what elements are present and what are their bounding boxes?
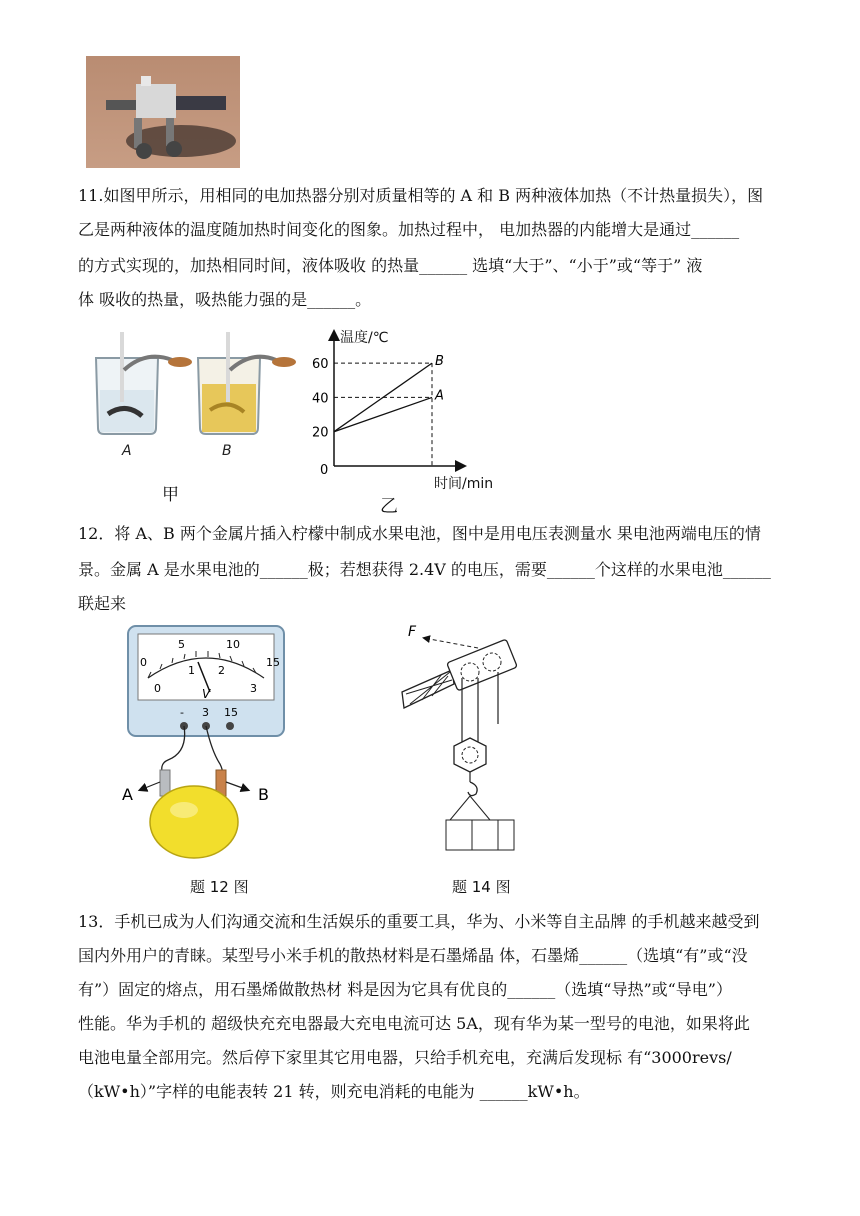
- y-tick-60: 60: [312, 357, 329, 373]
- figure-12-caption: 题 12 图: [190, 878, 249, 896]
- beaker-a-label: A: [122, 443, 132, 459]
- beaker-b-label: B: [222, 443, 232, 459]
- q13-line-2: 国内外用户的青睐。某型号小米手机的散热材料是石墨烯晶 体，石墨烯______（选填“有”或“没: [78, 946, 748, 965]
- x-axis-label: 时间/min: [434, 476, 494, 492]
- bottom-scale-1: 1: [188, 664, 195, 677]
- q13-line-4: 性能。华为手机的 超级快充充电器最大充电电流可达 5A，现有华为某一型号的电池，如果将此: [78, 1014, 750, 1033]
- y-tick-0: 0: [320, 463, 329, 478]
- q12-line-3: 联起来: [78, 594, 127, 613]
- q11-line-3: 的方式实现的，加热相同时间，液体吸收 的热量______ 选填“大于”、“小于”或“等于” 液: [78, 256, 703, 275]
- figure-12-voltmeter-lemon: [118, 622, 308, 862]
- plate-a-label: A: [122, 785, 133, 804]
- q12-line-1: 12．将 A、B 两个金属片插入柠檬中制成水果电池，图中是用电压表测量水 果电池两端电压的情: [78, 524, 761, 543]
- q13-line-1: 13．手机已成为人们沟通交流和生活娱乐的重要工具，华为、小米等自主品牌 的手机越来越受到: [78, 912, 760, 931]
- top-scale-10: 10: [226, 638, 240, 651]
- top-scale-15: 15: [266, 656, 280, 669]
- y-tick-40: 40: [312, 391, 329, 407]
- terminal-15-label: 15: [224, 706, 238, 719]
- figure-jia-beakers: [86, 330, 306, 480]
- y-axis-label: 温度/℃: [340, 330, 389, 346]
- q11-line-1: 11.如图甲所示，用相同的电加热器分别对质量相等的 A 和 B 两种液体加热（不计热量损失），图: [78, 186, 764, 205]
- terminal-3-label: 3: [202, 706, 209, 719]
- q13-line-5: 电池电量全部用完。然后停下家里其它用电器，只给手机充电，充满后发现标 有“3000revs/: [78, 1048, 732, 1067]
- force-label: F: [408, 624, 417, 640]
- top-scale-5: 5: [178, 638, 185, 651]
- bottom-scale-3: 3: [250, 682, 257, 695]
- figure-jia-caption: 甲: [162, 485, 179, 505]
- q13-line-3: 有”）固定的熔点，用石墨烯做散热材 料是因为它具有优良的______（选填“导热”或“导电”）: [78, 980, 732, 999]
- bottom-scale-2: 2: [218, 664, 225, 677]
- lemon: [150, 786, 238, 858]
- q11-line-4: 体 吸收的热量，吸热能力强的是______。: [78, 290, 372, 309]
- y-tick-20: 20: [312, 425, 329, 441]
- q11-line-2: 乙是两种液体的温度随加热时间变化的图象。加热过程中， 电加热器的内能增大是通过______: [78, 220, 740, 239]
- series-label-B: B: [435, 354, 444, 370]
- plate-b-label: B: [258, 785, 269, 804]
- voltmeter-unit: V: [202, 687, 211, 701]
- figure-yi-caption: 乙: [380, 496, 398, 517]
- bottom-scale-0: 0: [154, 682, 161, 695]
- figure-yi-chart: [308, 326, 518, 498]
- q13-line-6: （kW•h）”字样的电能表转 21 转，则充电消耗的电能为 ______kW•h。: [78, 1082, 590, 1101]
- beaker-b: [198, 332, 296, 434]
- beaker-a: [96, 332, 192, 434]
- terminal-15: [226, 722, 234, 730]
- terminal-neg-label: -: [180, 706, 184, 719]
- q12-line-2: 景。金属 A 是水果电池的______极；若想获得 2.4V 的电压，需要______个这样的水果电池______: [78, 560, 771, 579]
- series-line-A: [334, 397, 432, 431]
- lunar-rover-photo: [86, 56, 240, 168]
- figure-14-crane-pulley: [392, 620, 542, 860]
- series-label-A: A: [435, 388, 444, 404]
- top-scale-0: 0: [140, 656, 147, 669]
- figure-14-caption: 题 14 图: [452, 878, 511, 896]
